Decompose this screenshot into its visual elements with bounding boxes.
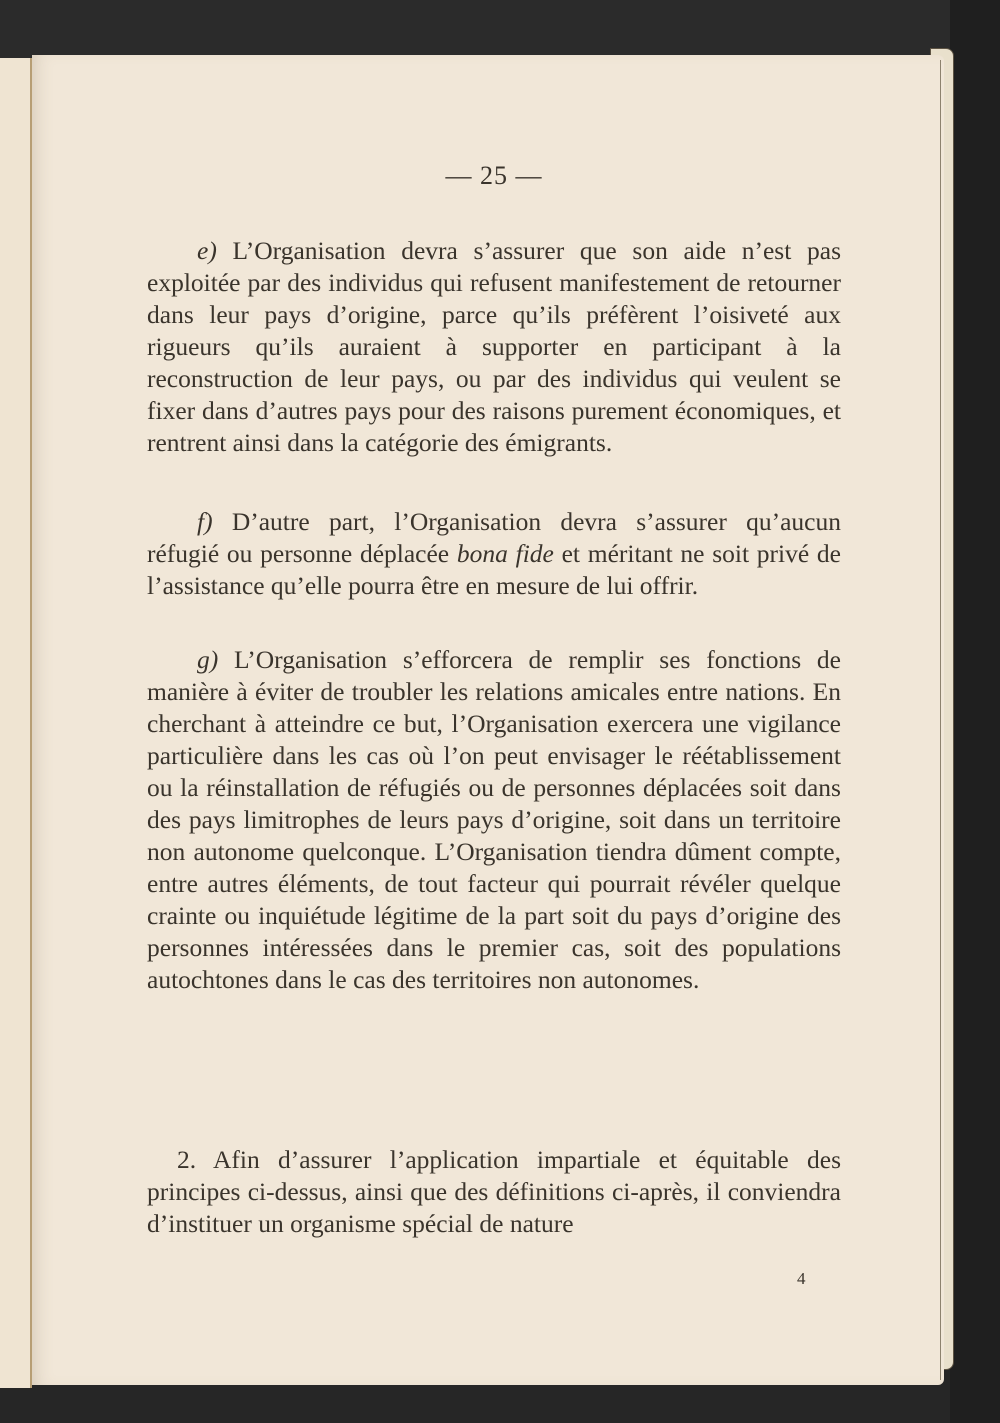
signature-mark: 4 <box>797 1269 806 1288</box>
italic-phrase: bona fide <box>456 539 554 568</box>
paragraph-f <box>147 506 841 602</box>
book-page <box>32 55 944 1385</box>
page-number-header: — 25 — <box>445 161 543 190</box>
paragraph-text: 2. Afin d’assurer l’application impartiale et équitable des principes ci-dessus, ainsi que des définitions ci-après, il conviendra d’instituer un organisme spécial de nature <box>147 1145 841 1238</box>
paragraph-e <box>147 235 841 459</box>
paragraph-g <box>147 644 841 996</box>
scan-background-right <box>950 0 1000 1423</box>
paragraph-text: L’Organisation s’efforcera de remplir ses fonctions de manière à éviter de troubler les relations amicales entre nations. En cherchant à atteindre ce but, l’Organisation exercera une vigilance particulière dans les cas où l’on peut envisager le réétablissement ou la réinstallation de réfugiés ou de personnes déplacées soit dans des pays limitrophes de leurs pays d’origine, soit dans un territoire non autonome quelconque. L’Organisation tiendra dûment compte, entre autres éléments, de tout facteur qui pourrait révéler quelque crainte ou inquiétude légitime de la part soit du pays d’origine des personnes intéressées dans le premier cas, soit des populations autochtones dans le cas des territoires non autonomes. <box>147 645 841 994</box>
paragraph-text: et méritant ne soit privé de l’assistance qu’elle pourra être en mesure de lui offrir. <box>147 539 842 600</box>
paragraph-2 <box>147 1144 841 1240</box>
paragraph-label: g) <box>197 645 219 674</box>
paragraph-label: e) <box>197 236 217 265</box>
paragraph-label: f) <box>197 507 213 536</box>
facing-page-edge <box>0 58 32 1388</box>
paragraph-text: L’Organisation devra s’assurer que son aide n’est pas exploitée par des individus qui refusent manifestement de retourner dans leur pays d’origine, parce qu’ils préfèrent l’oisiveté aux rigueurs qu’ils auraient à supporter en participant à la reconstruction de leur pays, ou par des individus qui veulent se fixer dans d’autres pays pour des raisons purement économiques, et rentrent ainsi dans la catégorie des émigrants. <box>147 236 841 457</box>
paragraph-text: D’autre part, l’Organisation devra s’assurer qu’aucun réfugié ou personne déplacée <box>147 507 841 568</box>
page-edge-line <box>940 60 941 1380</box>
scan-background-top <box>0 0 1000 60</box>
